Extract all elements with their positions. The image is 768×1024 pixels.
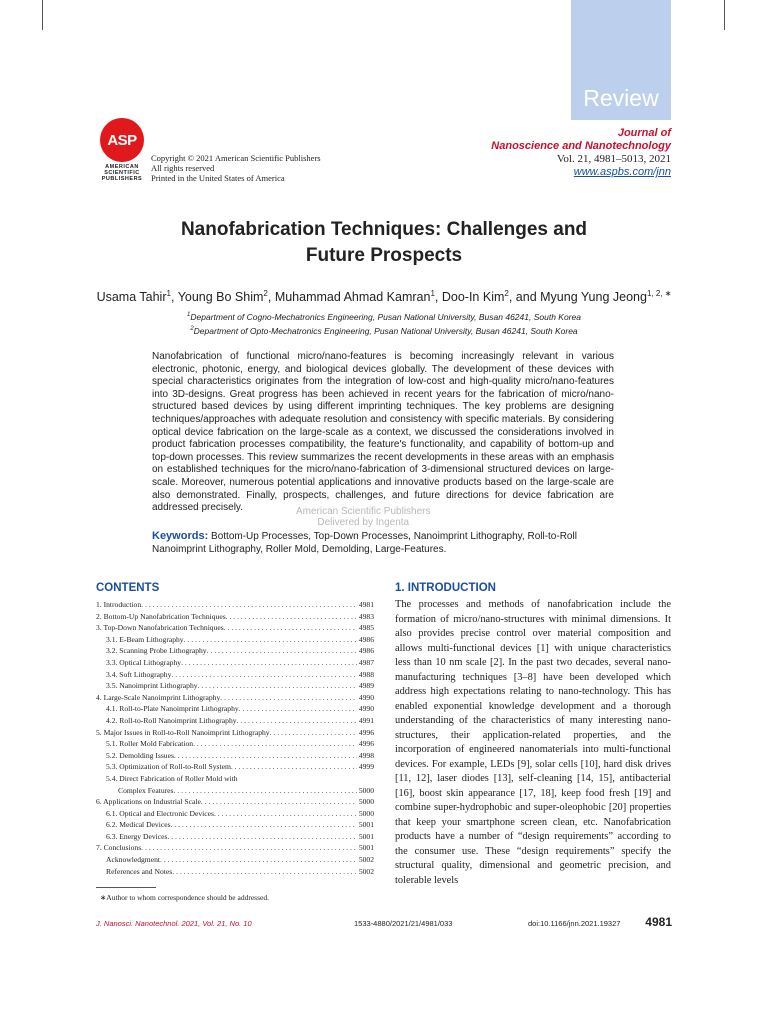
footnote-rule <box>96 887 156 888</box>
author-sup: 1 <box>166 289 171 298</box>
toc-item-label: 6.2. Medical Devices <box>106 820 171 830</box>
toc-leader-dots <box>167 831 356 843</box>
toc-leader-dots <box>207 645 357 657</box>
toc-item-label: 3.1. E-Beam Lithography <box>106 634 184 644</box>
toc-item[interactable] <box>96 680 374 692</box>
toc-item-page: 4999 <box>358 762 374 772</box>
contents-heading: CONTENTS <box>96 582 160 594</box>
toc-item-page: 4986 <box>358 646 374 656</box>
toc-item[interactable] <box>96 622 374 634</box>
author-sep: , and <box>508 290 541 305</box>
copyright-notice <box>151 153 321 183</box>
toc-item-label: 3.4. Soft Lithography <box>106 669 172 679</box>
title-line: Future Prospects <box>305 245 463 266</box>
toc-item[interactable] <box>96 738 374 750</box>
toc-item[interactable] <box>96 819 374 831</box>
toc-item[interactable] <box>96 831 374 843</box>
toc-item-page: 4996 <box>358 727 374 737</box>
author <box>97 290 178 304</box>
toc-item[interactable] <box>96 761 374 773</box>
journal-name: Journal of <box>617 127 671 139</box>
article-title <box>96 217 672 269</box>
affiliation <box>96 323 672 337</box>
author-sup: 1, 2, ∗ <box>646 289 672 298</box>
toc-leader-dots <box>198 680 357 692</box>
toc-item-page: 5000 <box>358 808 374 818</box>
affiliation-sup: 2 <box>190 325 194 332</box>
toc-item-label: 5.3. Optimization of Roll-to-Roll System <box>106 762 231 772</box>
toc-leader-dots <box>171 819 357 831</box>
toc-leader-dots <box>173 785 356 797</box>
toc-item[interactable] <box>96 854 374 866</box>
publisher-logo <box>96 118 148 182</box>
watermark-line: American Scientific Publishers <box>296 506 431 517</box>
toc-item[interactable] <box>96 599 374 611</box>
table-of-contents <box>96 599 374 877</box>
toc-leader-dots <box>214 808 357 820</box>
toc-item-label: 1. Introduction <box>96 600 142 609</box>
logo-subtext <box>96 164 148 182</box>
author <box>178 290 275 304</box>
toc-item-label: 6. Applications on Industrial Scale <box>96 797 201 807</box>
toc-item[interactable] <box>96 750 374 762</box>
toc-leader-dots <box>231 761 357 773</box>
affiliation-text: Department of Cogno-Mechatronics Engineering, Pusan National University, Busan 46241, South Korea <box>190 311 581 322</box>
toc-item-page: 4987 <box>358 657 374 667</box>
watermark <box>296 506 431 528</box>
toc-item[interactable] <box>96 715 374 727</box>
crop-mark-left <box>42 0 43 30</box>
affiliation-text: Department of Opto-Mechatronics Engineering, Pusan National University, Busan 46241, South Korea <box>193 325 578 336</box>
toc-item-label: 5.2. Demolding Issues <box>106 750 174 760</box>
toc-item[interactable] <box>96 866 374 878</box>
toc-leader-dots <box>220 692 357 704</box>
author-sep: , <box>267 290 275 305</box>
author-name: Myung Yung Jeong <box>540 290 647 305</box>
author-sup: 1 <box>430 289 435 298</box>
keywords-label: Keywords: <box>152 530 209 542</box>
toc-item[interactable] <box>96 773 374 785</box>
logo-sub-line: SCIENTIFIC <box>104 170 140 176</box>
toc-item-label: 6.1. Optical and Electronic Devices <box>106 808 214 818</box>
journal-info <box>491 127 671 179</box>
toc-item-page: 4990 <box>358 704 374 714</box>
logo-text: ASP <box>107 131 137 149</box>
affiliation-sup: 1 <box>187 312 191 318</box>
author-name: Young Bo Shim <box>177 290 264 305</box>
journal-name: Nanoscience and Nanotechnology <box>491 140 671 152</box>
author-sup: 2 <box>504 289 509 298</box>
keywords <box>152 530 614 556</box>
toc-leader-dots <box>184 634 357 646</box>
toc-leader-dots <box>201 796 357 808</box>
toc-item-label: 4. Large-Scale Nanoimprint Lithography <box>96 692 221 702</box>
toc-item-page: 5001 <box>358 843 374 853</box>
toc-item-page: 5002 <box>358 866 374 876</box>
author <box>540 290 671 304</box>
footnote: ∗Author to whom correspondence should be addressed. <box>100 893 269 902</box>
journal-volume: Vol. 21, 4981–5013, 2021 <box>556 153 671 165</box>
author <box>442 290 540 304</box>
toc-item-page: 4990 <box>358 692 374 702</box>
copyright-line: Printed in the United States of America <box>151 173 285 183</box>
logo-sub-line: AMERICAN <box>105 164 139 170</box>
footer-citation: J. Nanosci. Nanotechnol. 2021, Vol. 21, No. 10 <box>96 919 252 928</box>
journal-url-link[interactable]: www.aspbs.com/jnn <box>573 166 671 178</box>
toc-item[interactable] <box>96 692 374 704</box>
introduction-body: The processes and methods of nanofabrication include the formation of micro/nano-structures with minimal dimensions. It also provides precise control over material composition and allows multi-functional devices [1] with unique characteristics less than 10 nm scale [2]. In the past two decades, several nano-manufacturing techniques [3–8] have been developed which address high expectations relating to nano-technology. This has enabled exponential knowledge development and a thorough understanding of the characteristics of many interesting nano-structures, their application-related properties, and the incorporation of engineered nanomaterials into multi-functional devices. For example, LEDs [9], solar cells [10], hard disk drives [11, 12], laser diodes [13], self-cleaning [14, 15], antibacterial [16], boost skin appearance [17, 18], keep food fresh [19] and combine super-hydrophobic and super-oleophobic [20] properties that keep your smartphone screen clean, etc. Nanofabrication products have a number of “design requirements” according to the consumer use. These “design requirements” specify the structural quality, dimensional and geometric precision, and tolerable levels <box>395 599 671 886</box>
toc-leader-dots <box>160 854 357 866</box>
toc-item[interactable] <box>96 727 374 739</box>
toc-item-page: 4983 <box>358 611 374 621</box>
toc-leader-dots <box>226 611 357 623</box>
toc-item-label: 5.4. Direct Fabrication of Roller Mold with <box>106 773 238 783</box>
toc-leader-dots <box>239 703 357 715</box>
toc-item-page: 5000 <box>358 785 374 795</box>
toc-item[interactable] <box>96 785 374 797</box>
toc-item-page: 4986 <box>358 634 374 644</box>
introduction-heading: 1. INTRODUCTION <box>395 582 496 594</box>
toc-item-page: 4985 <box>358 623 374 633</box>
toc-item-label: 5.1. Roller Mold Fabrication <box>106 739 194 749</box>
affiliation <box>96 309 672 323</box>
toc-item[interactable] <box>96 669 374 681</box>
copyright-line: Copyright © 2021 American Scientific Publishers <box>151 153 321 163</box>
toc-item[interactable] <box>96 703 374 715</box>
logo-sub-line: PUBLISHERS <box>101 176 143 182</box>
toc-item[interactable] <box>96 645 374 657</box>
toc-item-label: 7. Conclusions <box>96 843 142 853</box>
asp-logo-icon <box>100 118 144 162</box>
footer-doi: doi:10.1166/jnn.2021.19327 <box>528 919 621 928</box>
toc-item-page: 4996 <box>358 739 374 749</box>
author-sep: , <box>434 290 442 305</box>
toc-item-label: 2. Bottom-Up Nanofabrication Techniques <box>96 611 226 621</box>
author-sep: , <box>170 290 178 305</box>
toc-item-page: 4988 <box>358 669 374 679</box>
toc-item-label: Complex Features <box>118 785 174 795</box>
toc-leader-dots <box>181 657 357 669</box>
section-label: Review <box>583 85 659 111</box>
toc-leader-dots <box>172 866 357 878</box>
toc-leader-dots <box>270 727 357 739</box>
toc-item-label: 3.2. Scanning Probe Lithography <box>106 646 207 656</box>
toc-leader-dots <box>141 842 357 854</box>
abstract: Nanofabrication of functional micro/nano-features is becoming increasingly relevant in various electronic, photonic, energy, and biological devices globally. The development of these devices with special characteristics originates from the integration of low-cost and high-quality micro/nano-features into 3D-designs. Great progress has been achieved in recent years for the fabrication of micro/nano-structured based devices by using different imprinting techniques. The key problems are designing techniques/approaches with adequate resolution and consistency with specific materials. By considering optical device fabrication on the large-scale as a context, we discussed the considerations involved in product fabrication processes compatibility, the feature's functionality, and capability of bottom-up and top-down processes. This review summarizes the recent developments in these areas with an emphasis on established techniques for the micro/nano-fabrication of 3-dimensional structured devices on large-scale. Moreover, numerous potential applications and innovative products based on the large-scale are also demonstrated. Finally, prospects, challenges, and future directions for device fabrication are addressed precisely. <box>152 351 614 514</box>
toc-leader-dots <box>174 750 357 762</box>
keywords-text: Bottom-Up Processes, Top-Down Processes, Nanoimprint Lithography, Roll-to-Roll Nanoimprint Lithography, Roller Mold, Demolding, Large-Features. <box>152 531 577 555</box>
toc-item-label: 5. Major Issues in Roll-to-Roll Nanoimprint Lithography <box>96 727 270 737</box>
review-banner <box>571 0 671 120</box>
page-number: 4981 <box>645 915 672 929</box>
copyright-line: All rights reserved <box>151 163 215 173</box>
toc-item-page: 5002 <box>358 855 374 865</box>
toc-item-label: 6.3. Energy Devices <box>106 831 168 841</box>
toc-item-page: 4991 <box>358 715 374 725</box>
author <box>275 290 442 304</box>
toc-item[interactable] <box>96 842 374 854</box>
toc-item[interactable] <box>96 657 374 669</box>
title-line: Nanofabrication Techniques: Challenges and <box>180 219 588 240</box>
toc-item-label: 3.5. Nanoimprint Lithography <box>106 681 198 691</box>
crop-mark-right <box>724 0 725 30</box>
toc-item-label: 3. Top-Down Nanofabrication Techniques <box>96 623 224 633</box>
toc-item-label: Acknowledgment <box>106 855 160 865</box>
author-list <box>96 289 672 304</box>
affiliations <box>96 309 672 337</box>
toc-item-label: 4.1. Roll-to-Plate Nanoimprint Lithography <box>106 704 239 714</box>
toc-leader-dots <box>224 622 357 634</box>
footer-issn: 1533-4880/2021/21/4981/033 <box>354 919 453 928</box>
toc-item-label: 3.3. Optical Lithography <box>106 657 182 667</box>
toc-item[interactable] <box>96 796 374 808</box>
toc-leader-dots <box>141 599 357 611</box>
author-name: Muhammad Ahmad Kamran <box>274 290 431 305</box>
watermark-line: Delivered by Ingenta <box>317 517 410 528</box>
author-sup: 2 <box>263 289 268 298</box>
toc-leader-dots <box>193 738 357 750</box>
toc-item-page: 5001 <box>358 831 374 841</box>
author-name: Usama Tahir <box>96 290 167 305</box>
toc-item-page: 5000 <box>358 797 374 807</box>
toc-item-page: 4989 <box>358 681 374 691</box>
toc-item[interactable] <box>96 611 374 623</box>
toc-item-page: 5001 <box>358 820 374 830</box>
toc-leader-dots <box>171 669 356 681</box>
toc-item-label: 4.2. Roll-to-Roll Nanoimprint Lithography <box>106 715 237 725</box>
toc-item[interactable] <box>96 634 374 646</box>
toc-item[interactable] <box>96 808 374 820</box>
toc-item-page: 4981 <box>358 600 374 609</box>
toc-leader-dots <box>237 715 357 727</box>
toc-item-label: References and Notes <box>106 866 173 876</box>
toc-item-page: 4998 <box>358 750 374 760</box>
author-name: Doo-In Kim <box>441 290 505 305</box>
